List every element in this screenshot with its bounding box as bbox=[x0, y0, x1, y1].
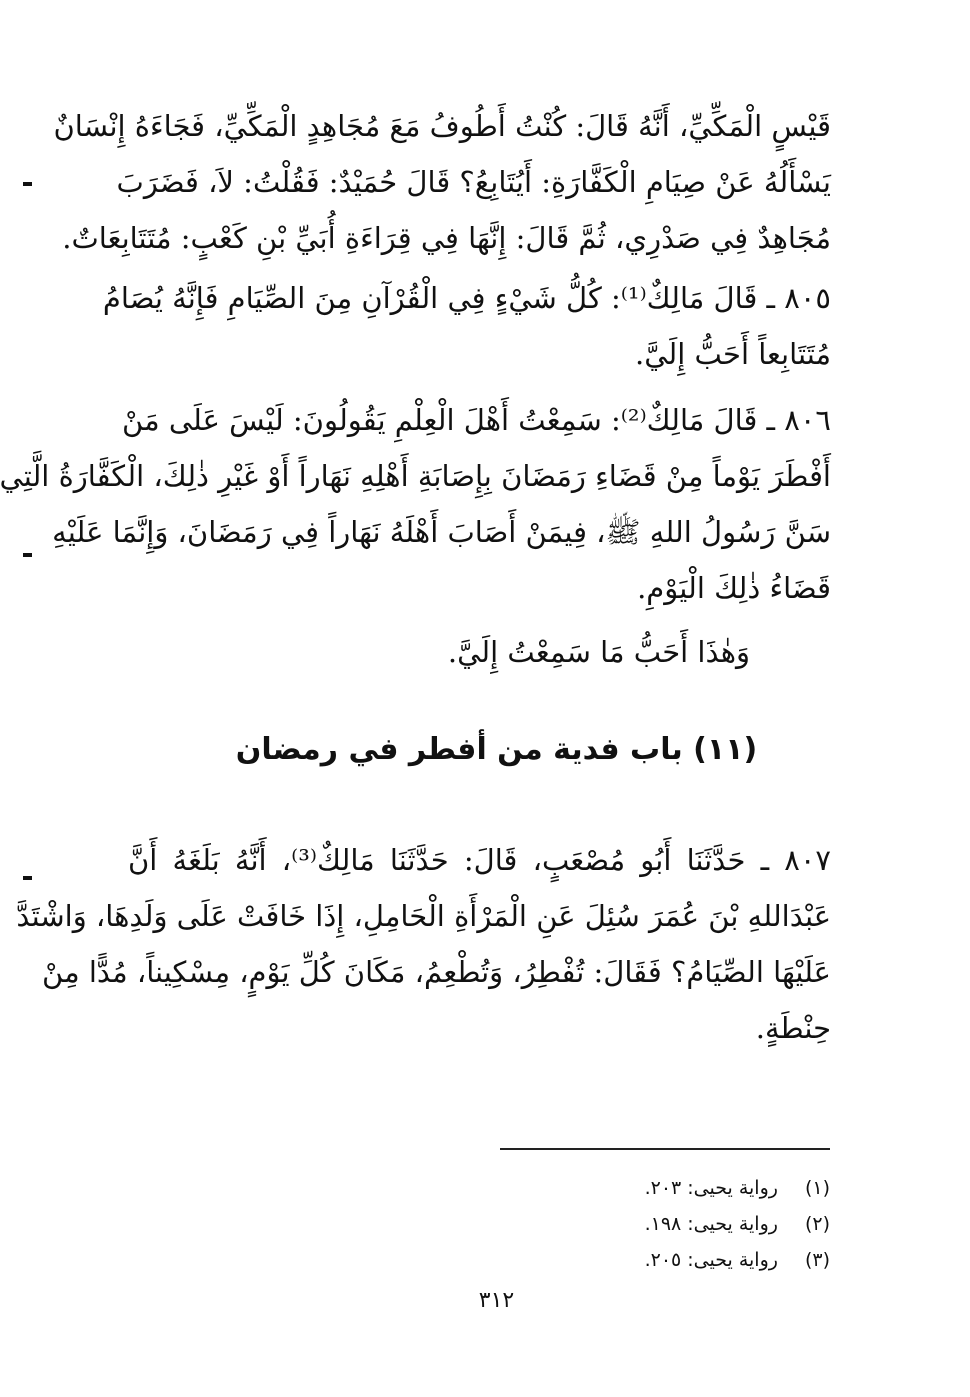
page-number: ٣١٢ bbox=[478, 1288, 515, 1313]
footnote-3 bbox=[500, 1242, 830, 1278]
text-line: عَلَيْهَا الصِّيَامُ؟ فَقَالَ: تُفْطِرُ، وَتُطْعِمُ، مَكَانَ كُلِّ يَوْمٍ، مِسْكِيناً، مُدًّا مِنْ bbox=[42, 955, 831, 989]
footnote-number: (٢) bbox=[804, 1213, 830, 1235]
footnotes bbox=[500, 1170, 830, 1278]
text-line: مُتَتَابِعاً أَحَبُّ إِلَيَّ. bbox=[635, 337, 831, 371]
paragraph-806-closing bbox=[130, 624, 750, 680]
paragraph-807 bbox=[16, 832, 831, 1056]
margin-mark bbox=[23, 876, 32, 880]
footnote-number: (٣) bbox=[804, 1249, 830, 1271]
text-line: قَيْسٍ الْمَكِّيِّ، أَنَّهُ قَالَ: كُنْتُ أَطُوفُ مَعَ مُجَاهِدٍ الْمَكِّيِّ، فَجَاءَهُ إِنْسَانٌ bbox=[53, 109, 831, 143]
footnote-2 bbox=[500, 1206, 830, 1242]
footnote-text: رواية يحيى: ١٩٨. bbox=[644, 1213, 778, 1235]
text-line: ٨٠٧ ـ حَدَّثَنَا أَبُو مُصْعَبٍ، قَالَ: حَدَّثَنَا مَالِكٌ⁽³⁾، أَنَّهُ بَلَغَهُ أَنَّ bbox=[128, 843, 831, 877]
text-line: عَبْدَاللهِ بْنَ عُمَرَ سُئِلَ عَنِ الْمَرْأَةِ الْحَامِلِ، إِذَا خَافَتْ عَلَى وَلَدِهَا، وَاشْتَدَّ bbox=[16, 899, 831, 933]
text-line: ٨٠٦ ـ قَالَ مَالِكٌ⁽²⁾: سَمِعْتُ أَهْلَ الْعِلْمِ يَقُولُونَ: لَيْسَ عَلَى مَنْ bbox=[122, 403, 831, 437]
paragraph-805 bbox=[102, 270, 831, 382]
text-line: سَنَّ رَسُولُ اللهِ ﷺ، فِيمَنْ أَصَابَ أَهْلَهُ نَهَاراً فِي رَمَضَانَ، وَإِنَّمَا عَلَيْهِ bbox=[52, 515, 831, 549]
margin-mark bbox=[23, 182, 32, 186]
margin-mark bbox=[23, 553, 32, 557]
footnote-number: (١) bbox=[804, 1177, 830, 1199]
footnote-divider bbox=[500, 1148, 830, 1150]
text-line: وَهٰذَا أَحَبُّ مَا سَمِعْتُ إِلَيَّ. bbox=[447, 635, 750, 669]
paragraph-806 bbox=[0, 392, 831, 616]
text-line: حِنْطَةٍ. bbox=[755, 1011, 831, 1045]
paragraph-804-continuation bbox=[53, 98, 831, 266]
text-line: يَسْأَلُهُ عَنْ صِيَامِ الْكَفَّارَةِ: أَيُتَابِعُ؟ قَالَ حُمَيْدٌ: فَقُلْتُ: لاَ، فَضَرَبَ bbox=[116, 165, 831, 199]
text-line: مُجَاهِدٌ فِي صَدْرِي، ثُمَّ قَالَ: إِنَّهَا فِي قِرَاءَةِ أُبَيِّ بْنِ كَعْبٍ: مُتَتَابِعَاتٌ. bbox=[62, 221, 831, 255]
footnote-text: رواية يحيى: ٢٠٣. bbox=[644, 1177, 778, 1199]
text-line: ٨٠٥ ـ قَالَ مَالِكٌ⁽¹⁾: كُلُّ شَيْءٍ فِي الْقُرْآنِ مِنَ الصِّيَامِ فَإِنَّهُ يُصَامُ bbox=[102, 281, 831, 315]
text-line: أَفْطَرَ يَوْماً مِنْ قَضَاءِ رَمَضَانَ بِإِصَابَةِ أَهْلِهِ نَهَاراً أَوْ غَيْرِ ذٰلِكَ، الْكَفَّارَةُ الَّتِي bbox=[0, 459, 831, 493]
chapter-heading: (١١) باب فدية من أفطر في رمضان bbox=[235, 732, 758, 767]
text-line: قَضَاءُ ذٰلِكَ الْيَوْمِ. bbox=[637, 571, 831, 605]
footnote-text: رواية يحيى: ٢٠٥. bbox=[644, 1249, 778, 1271]
footnote-1 bbox=[500, 1170, 830, 1206]
